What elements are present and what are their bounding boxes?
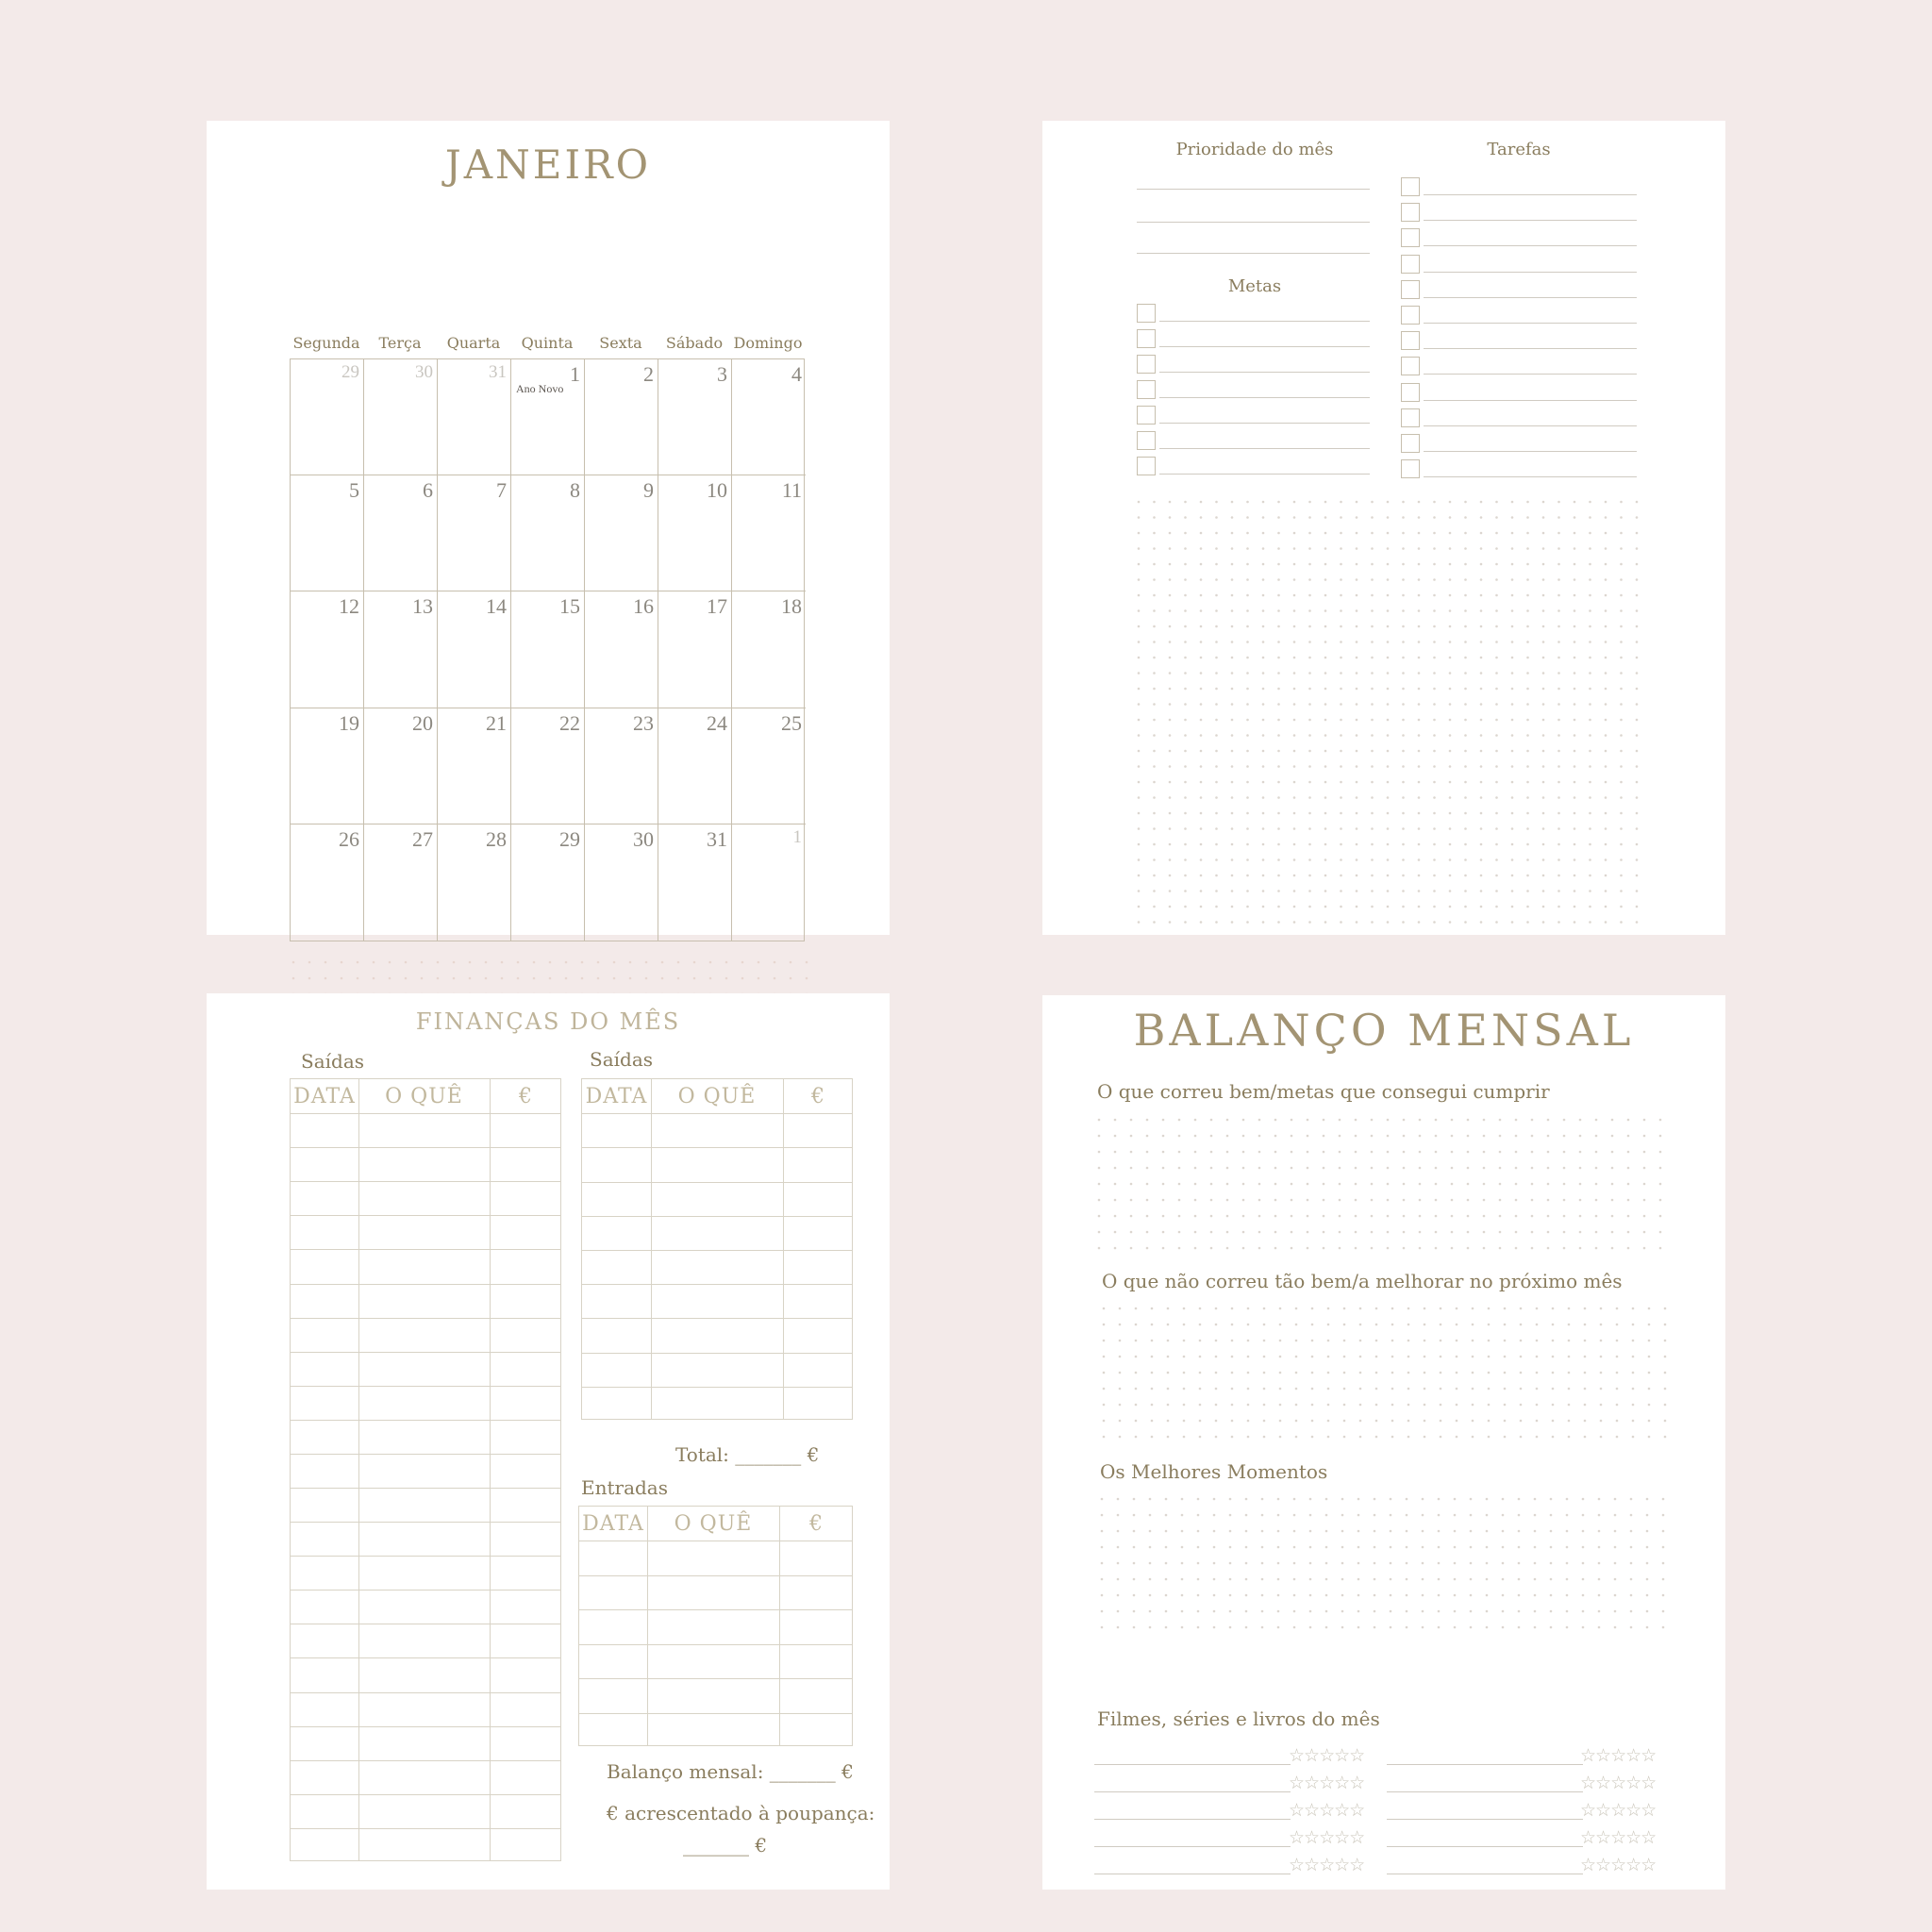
best-moments-dot-grid [1100,1497,1665,1629]
calendar-day-cell [438,591,511,708]
table-column-header: € [519,1085,533,1108]
calendar-day-cell [511,359,585,475]
day-number: 5 [349,478,359,503]
day-number: 7 [496,478,507,503]
media-title-line [1387,1846,1583,1847]
table-row-divider [291,1590,560,1591]
day-number: 30 [415,362,433,382]
calendar-day-cell [291,591,364,708]
weekday-label: Domingo [733,334,803,352]
task-checkbox [1401,203,1420,222]
calendar-grid [290,358,805,941]
monthly-review-page [1042,995,1725,1890]
task-checkbox [1401,331,1420,350]
media-title-line [1094,1764,1291,1765]
table-column-header: DATA [585,1085,648,1108]
calendar-day-cell [291,708,364,824]
table-row-divider [291,1147,560,1148]
savings-blank: _______ € [683,1834,768,1857]
what-went-well-label: O que correu bem/metas que consegui cumprir [1097,1080,1550,1103]
day-number: 31 [707,826,727,851]
priority-line [1137,222,1370,223]
priorities-page [1042,121,1725,935]
calendar-day-cell [658,475,732,591]
calendar-month-title: JANEIRO [444,142,652,188]
star-rating: ☆☆☆☆☆ [1289,1855,1365,1875]
weekday-label: Sexta [599,334,642,352]
task-checkbox [1401,177,1420,196]
star-rating: ☆☆☆☆☆ [1289,1745,1365,1766]
goal-checkbox [1137,406,1156,425]
table-column-header: DATA [582,1512,644,1536]
table-column-header: DATA [293,1085,356,1108]
income-table [578,1506,853,1746]
weekday-label: Quarta [446,334,501,352]
day-number: 21 [486,710,507,735]
task-checkbox [1401,255,1420,274]
task-checkbox [1401,357,1420,375]
tasks-label: Tarefas [1487,140,1551,159]
star-rating: ☆☆☆☆☆ [1289,1800,1365,1821]
media-title-line [1387,1819,1583,1820]
day-number: 17 [707,594,727,619]
day-number: 9 [643,478,654,503]
calendar-day-cell [291,475,364,591]
table-column-divider [358,1079,359,1860]
star-rating: ☆☆☆☆☆ [1580,1800,1657,1821]
table-row-divider [582,1353,852,1354]
best-moments-label: Os Melhores Momentos [1100,1460,1328,1483]
total-line: Total: _______ € [675,1443,820,1466]
table-column-divider [647,1507,648,1745]
task-checkbox [1401,280,1420,299]
task-line [1424,476,1637,477]
calendar-day-cell [732,475,806,591]
goal-line [1159,372,1370,373]
table-column-divider [651,1079,652,1419]
task-line [1424,220,1637,221]
day-number: 28 [486,826,507,851]
calendar-day-cell [291,359,364,475]
star-rating: ☆☆☆☆☆ [1580,1855,1657,1875]
table-row-divider [291,1760,560,1761]
day-number: 2 [643,362,654,386]
calendar-day-cell [658,708,732,824]
media-title-line [1387,1791,1583,1792]
calendar-day-cell [585,591,658,708]
star-rating: ☆☆☆☆☆ [1289,1773,1365,1793]
goal-line [1159,321,1370,322]
day-number: 25 [781,710,802,735]
priority-line [1137,189,1370,190]
monthly-review-title: BALANÇO MENSAL [1133,1005,1635,1056]
day-number: 23 [633,710,654,735]
goal-checkbox [1137,355,1156,374]
day-number: 19 [339,710,359,735]
table-row-divider [579,1713,852,1714]
table-row-divider [579,1644,852,1645]
calendar-day-cell [438,824,511,941]
weekday-label: Terça [378,334,422,352]
day-number: 3 [717,362,727,386]
day-number: 27 [412,826,433,851]
media-title-line [1094,1846,1291,1847]
table-row-divider [291,1318,560,1319]
weekday-header-row [290,334,805,355]
media-of-month-label: Filmes, séries e livros do mês [1097,1707,1380,1730]
day-number: 6 [423,478,433,503]
media-title-line [1387,1764,1583,1765]
left-expenses-table [290,1078,561,1861]
star-rating: ☆☆☆☆☆ [1289,1827,1365,1848]
calendar-day-cell [364,824,438,941]
calendar-day-cell [364,591,438,708]
monthly-balance-line: Balanço mensal: _______ € [607,1760,854,1783]
table-row-divider [291,1386,560,1387]
savings-line: € acrescentado à poupança: [607,1802,875,1824]
calendar-day-cell [658,591,732,708]
goal-line [1159,448,1370,449]
table-row-divider [291,1794,560,1795]
table-row-divider [582,1216,852,1217]
left-expenses-label: Saídas [301,1050,365,1073]
table-row-divider [582,1318,852,1319]
star-rating: ☆☆☆☆☆ [1580,1827,1657,1848]
day-number: 1 [570,362,580,386]
table-row-divider [291,1828,560,1829]
task-line [1424,194,1637,195]
media-title-line [1094,1791,1291,1792]
day-number: 11 [781,478,802,503]
calendar-day-cell [732,591,806,708]
calendar-day-cell [585,824,658,941]
finances-page [207,993,890,1890]
star-rating: ☆☆☆☆☆ [1580,1745,1657,1766]
calendar-day-cell [511,475,585,591]
task-checkbox [1401,408,1420,427]
table-column-divider [779,1507,780,1745]
day-number: 1 [792,826,802,847]
table-row-divider [291,1657,560,1658]
right-expenses-label: Saídas [590,1048,654,1071]
table-row-divider [291,1284,560,1285]
calendar-day-cell [511,591,585,708]
calendar-day-cell [658,359,732,475]
table-row-divider [579,1609,852,1610]
income-label: Entradas [581,1476,668,1499]
priority-of-month-label: Prioridade do mês [1175,140,1334,159]
table-row-divider [291,1181,560,1182]
table-row-divider [291,1556,560,1557]
calendar-day-cell [658,824,732,941]
table-row-divider [582,1182,852,1183]
what-to-improve-label: O que não correu tão bem/a melhorar no próximo mês [1102,1270,1623,1292]
calendar-day-cell [364,359,438,475]
weekday-label: Quinta [521,334,574,352]
table-column-divider [783,1079,784,1419]
table-row-divider [291,1352,560,1353]
what-to-improve-dot-grid [1102,1307,1667,1439]
star-rating: ☆☆☆☆☆ [1580,1773,1657,1793]
day-number: 8 [570,478,580,503]
task-checkbox [1401,383,1420,402]
day-number: 24 [707,710,727,735]
task-line [1424,348,1637,349]
goal-checkbox [1137,380,1156,399]
day-number: 16 [633,594,654,619]
goal-checkbox [1137,304,1156,323]
goals-label: Metas [1227,276,1282,296]
task-line [1424,374,1637,375]
what-went-well-dot-grid [1097,1118,1662,1250]
table-row-divider [291,1215,560,1216]
calendar-day-cell [438,359,511,475]
table-row-divider [291,1522,560,1523]
table-column-header: O QUÊ [677,1085,757,1108]
task-line [1424,400,1637,401]
finances-title: FINANÇAS DO MÊS [415,1008,681,1035]
calendar-page [207,121,890,935]
table-column-header: € [811,1085,825,1108]
day-number: 30 [633,826,654,851]
task-line [1424,451,1637,452]
weekday-label: Sábado [665,334,724,352]
calendar-day-cell [511,824,585,941]
day-number: 12 [339,594,359,619]
table-row-divider [582,1113,852,1114]
table-row-divider [291,1692,560,1693]
calendar-day-cell [585,475,658,591]
calendar-day-cell [438,708,511,824]
goal-line [1159,474,1370,475]
task-checkbox [1401,306,1420,325]
day-number: 14 [486,594,507,619]
day-number: 29 [559,826,580,851]
calendar-day-cell [291,824,364,941]
goal-checkbox [1137,329,1156,348]
task-line [1424,297,1637,298]
table-column-divider [490,1079,491,1860]
goal-checkbox [1137,457,1156,475]
table-row-divider [582,1250,852,1251]
table-row-divider [579,1575,852,1576]
task-line [1424,425,1637,426]
task-line [1424,323,1637,324]
calendar-day-cell [585,359,658,475]
calendar-day-cell [732,824,806,941]
day-number: 29 [341,362,359,382]
day-number: 15 [559,594,580,619]
task-line [1424,272,1637,273]
calendar-day-cell [438,475,511,591]
table-row-divider [291,1249,560,1250]
calendar-day-cell [732,359,806,475]
calendar-day-cell [364,708,438,824]
table-row-divider [291,1420,560,1421]
table-row-divider [582,1387,852,1388]
table-row-divider [579,1678,852,1679]
calendar-day-cell [732,708,806,824]
task-checkbox [1401,228,1420,247]
goal-checkbox [1137,431,1156,450]
goal-line [1159,346,1370,347]
table-column-header: O QUÊ [385,1085,463,1108]
day-number: 13 [412,594,433,619]
goal-line [1159,423,1370,424]
weekday-label: Segunda [292,334,360,352]
calendar-day-cell [364,475,438,591]
task-line [1424,245,1637,246]
task-checkbox [1401,459,1420,478]
task-checkbox [1401,434,1420,453]
day-number: 4 [791,362,802,386]
day-number: 31 [489,362,507,382]
right-expenses-table [581,1078,853,1420]
holiday-note: Ano Novo [516,382,564,395]
day-number: 22 [559,710,580,735]
day-number: 26 [339,826,359,851]
day-number: 18 [781,594,802,619]
table-row-divider [291,1113,560,1114]
table-column-header: € [809,1512,824,1536]
table-row-divider [291,1488,560,1489]
table-column-header: O QUÊ [674,1512,753,1536]
calendar-day-cell [585,708,658,824]
table-row-divider [582,1147,852,1148]
calendar-day-cell [511,708,585,824]
day-number: 20 [412,710,433,735]
priority-line [1137,253,1370,254]
day-number: 10 [707,478,727,503]
priorities-dot-grid [1137,500,1639,924]
table-row-divider [582,1284,852,1285]
goal-line [1159,397,1370,398]
table-row-divider [291,1454,560,1455]
table-row-divider [291,1726,560,1727]
media-title-line [1094,1819,1291,1820]
